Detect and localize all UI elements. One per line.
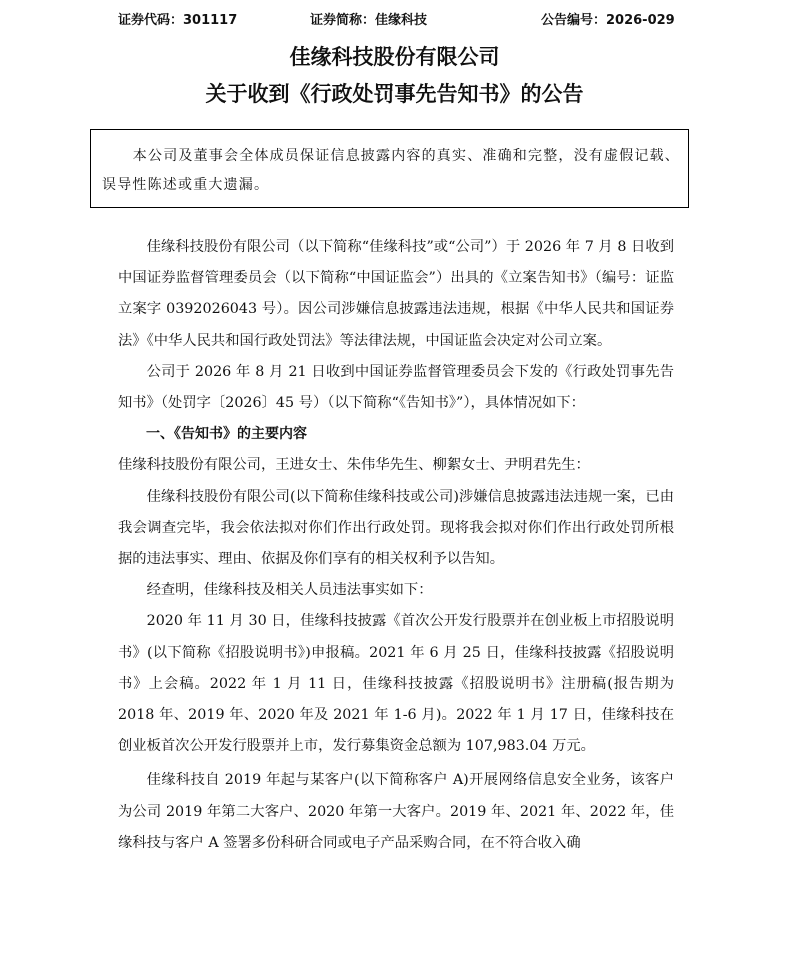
company-title: 佳缘科技股份有限公司: [289, 45, 500, 69]
disclaimer-box: 本公司及董事会全体成员保证信息披露内容的真实、准确和完整，没有虚假记载、误导性陈述或重大遗漏。: [90, 129, 689, 208]
paragraph-filing-notice: 佳缘科技股份有限公司（以下简称“佳缘科技”或“公司”）于 2026 年 7 月 8 日收到中国证券监督管理委员会（以下简称“中国证监会”）出具的《立案告知书》（编号：证监立案字 0392026043 号）。因公司涉嫌信息披露违法违规，根据《中华人民共和国证券法》《中华人民共和国行政处罚法》等法律法规，中国证监会决定对公司立案。: [118, 239, 674, 349]
announcement-body: [118, 232, 674, 859]
paragraph-addressees: 佳缘科技股份有限公司，王进女士、朱伟华先生、柳絮女士、尹明君先生：: [118, 457, 590, 474]
announcement-header: [0, 10, 789, 32]
paragraph-investigation: 佳缘科技股份有限公司(以下简称佳缘科技或公司)涉嫌信息披露违法违规一案，已由我会调查完毕，我会依法拟对你们作出行政处罚。现将我会拟对你们作出行政处罚所根据的违法事实、理由、依据及你们享有的相关权利予以告知。: [118, 488, 674, 568]
paragraph-client-a: 佳缘科技自 2019 年起与某客户(以下简称客户 A)开展网络信息安全业务，该客户为公司 2019 年第二大客户、2020 年第一大客户。2019 年、2021 年、2022 年，佳缘科技与客户 A 签署多份科研合同或电子产品采购合同，在不符合收入确: [118, 772, 674, 851]
paragraph-findings-intro: 经查明，佳缘科技及相关人员违法事实如下：: [146, 582, 433, 599]
announcement-number: 公告编号：2026-029: [541, 13, 675, 28]
paragraph-ipo-timeline: 2020 年 11 月 30 日，佳缘科技披露《首次公开发行股票并在创业板上市招股说明书》(以下简称《招股说明书》)申报稿。2021 年 6 月 25 日，佳缘科技披露《招股说明书》上会稿。2022 年 1 月 11 日，佳缘科技披露《招股说明书》注册稿(报告期为 2018 年、2019 年、2020 年及 2021 年 1-6 月)。2022 年 1 月 17 日，佳缘科技在创业板首次公开发行股票并上市，发行募集资金总额为 107,983.04 万元。: [118, 613, 674, 755]
section-heading: 一、《告知书》的主要内容: [146, 426, 307, 443]
stock-code: 证券代码：301117: [118, 13, 238, 28]
announcement-title: 关于收到《行政处罚事先告知书》的公告: [205, 82, 584, 106]
stock-name: 证券简称：佳缘科技: [310, 13, 428, 28]
paragraph-penalty-notice: 公司于 2026 年 8 月 21 日收到中国证券监督管理委员会下发的《行政处罚事先告知书》（处罚字〔2026〕45 号）（以下简称“《告知书》”），具体情况如下：: [118, 363, 674, 412]
